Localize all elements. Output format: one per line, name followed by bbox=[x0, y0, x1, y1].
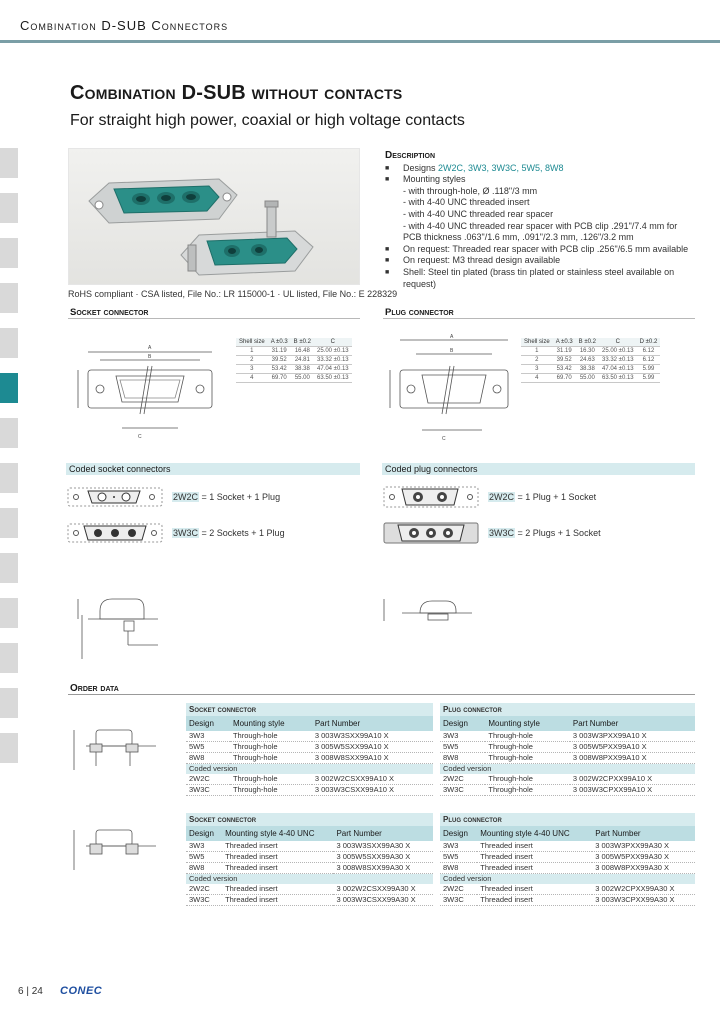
code-badge: 3W3C bbox=[489, 528, 515, 538]
table-cell: 5.99 bbox=[637, 365, 661, 374]
table-row bbox=[440, 785, 695, 796]
table-title: Plug connector bbox=[440, 813, 695, 826]
table-row bbox=[440, 852, 695, 863]
table-cell: Through-hole bbox=[230, 731, 312, 742]
table-title-row bbox=[186, 703, 433, 716]
table-cell: 5W5 bbox=[186, 852, 222, 863]
table-cell: 4 bbox=[521, 374, 553, 383]
code-description: = 1 Socket + 1 Plug bbox=[199, 492, 281, 502]
side-tab[interactable] bbox=[0, 328, 18, 358]
header-title: Combination D-SUB Connectors bbox=[20, 18, 229, 33]
designs-prefix: Designs bbox=[403, 162, 439, 173]
table-title-row bbox=[186, 813, 433, 826]
part-number: 3 003W3CPXX99A10 X bbox=[570, 785, 695, 796]
part-number: 3 002W2CSXX99A10 X bbox=[312, 774, 433, 785]
part-number: 3 005W5PXX99A10 X bbox=[570, 742, 695, 753]
code-description: = 2 Plugs + 1 Socket bbox=[515, 528, 601, 538]
table-cell: 31.19 bbox=[268, 347, 291, 356]
part-number: 3 008W8PXX99A10 X bbox=[570, 753, 695, 764]
table-cell: 2 bbox=[236, 356, 268, 365]
table-cell: Through-hole bbox=[485, 774, 570, 785]
svg-text:B: B bbox=[148, 354, 152, 360]
divider bbox=[68, 694, 695, 695]
table-cell: 2W2C bbox=[440, 774, 485, 785]
table-cell: Through-hole bbox=[485, 742, 570, 753]
header-cell: Mounting style bbox=[230, 716, 312, 731]
table-cell: Through-hole bbox=[230, 742, 312, 753]
bullet-icon: ■ bbox=[385, 164, 390, 172]
table-row bbox=[521, 374, 660, 383]
bullet-icon: ■ bbox=[385, 245, 390, 253]
table-cell: 4 bbox=[236, 374, 268, 383]
order-table-plug-through-hole bbox=[440, 703, 695, 796]
part-number: 3 005W5PXX99A30 X bbox=[592, 852, 695, 863]
socket-side-profile-drawing bbox=[66, 585, 176, 665]
table-cell: 33.32 ±0.13 bbox=[314, 356, 352, 365]
table-cell: 16.30 bbox=[576, 347, 599, 356]
bullet-icon: ■ bbox=[385, 268, 390, 276]
side-tab[interactable] bbox=[0, 508, 18, 538]
table-cell: Threaded insert bbox=[222, 841, 333, 852]
header-cell: B ±0.2 bbox=[576, 338, 599, 347]
side-tabs bbox=[0, 148, 18, 778]
table-title: Plug connector bbox=[440, 703, 695, 716]
svg-text:B: B bbox=[450, 348, 454, 354]
part-number: 3 008W8PXX99A30 X bbox=[592, 863, 695, 874]
table-cell: Threaded insert bbox=[477, 895, 592, 906]
header-cell: D ±0.2 bbox=[637, 338, 661, 347]
coded-socket-heading: Coded socket connectors bbox=[66, 463, 360, 475]
table-row bbox=[186, 895, 433, 906]
page-subtitle: For straight high power, coaxial or high voltage contacts bbox=[70, 112, 465, 129]
table-cell: 47.04 ±0.13 bbox=[314, 365, 352, 374]
table-header-row bbox=[186, 716, 433, 731]
table-cell: 69.70 bbox=[553, 374, 576, 383]
code-description: = 2 Sockets + 1 Plug bbox=[199, 528, 285, 538]
code-badge: 3W3C bbox=[173, 528, 199, 538]
table-row bbox=[186, 753, 433, 764]
table-row bbox=[186, 863, 433, 874]
order-table-socket-threaded bbox=[186, 813, 433, 906]
divider bbox=[383, 318, 695, 319]
header-cell: Shell size bbox=[236, 338, 268, 347]
svg-text:A: A bbox=[148, 345, 152, 351]
coded-version-label: Coded version bbox=[440, 764, 695, 775]
side-tab[interactable] bbox=[0, 733, 18, 763]
table-title-row bbox=[440, 703, 695, 716]
designs-row bbox=[385, 163, 695, 175]
table-row bbox=[186, 841, 433, 852]
table-row bbox=[186, 774, 433, 785]
bullet-text: On request: Threaded rear spacer with PCB clip .256"/6.5 mm available bbox=[403, 243, 689, 254]
order-data-heading: Order data bbox=[70, 683, 119, 694]
side-tab[interactable] bbox=[0, 598, 18, 628]
table-cell: 16.48 bbox=[291, 347, 314, 356]
table-cell: 24.81 bbox=[291, 356, 314, 365]
code-badge: 2W2C bbox=[173, 492, 199, 502]
bullet-text: On request: M3 thread design available bbox=[403, 255, 561, 266]
divider bbox=[68, 318, 360, 319]
table-cell: 3W3C bbox=[186, 895, 222, 906]
part-number: 3 003W3CPXX99A30 X bbox=[592, 895, 695, 906]
part-number: 3 005W5SXX99A10 X bbox=[312, 742, 433, 753]
table-row bbox=[440, 753, 695, 764]
table-cell: 3W3C bbox=[440, 785, 485, 796]
bullet-text: Shell: Steel tin plated (brass tin plated or stainless steel available on request) bbox=[403, 266, 675, 289]
table-cell: 2 bbox=[521, 356, 553, 365]
part-number: 3 005W5SXX99A30 X bbox=[333, 852, 433, 863]
coded-version-label: Coded version bbox=[186, 874, 433, 885]
side-tab[interactable] bbox=[0, 193, 18, 223]
table-header-row bbox=[440, 826, 695, 841]
order-table-plug-threaded bbox=[440, 813, 695, 906]
table-cell: 5W5 bbox=[186, 742, 230, 753]
table-cell: 2W2C bbox=[186, 884, 222, 895]
table-row bbox=[236, 356, 352, 365]
product-photo bbox=[68, 148, 360, 285]
bullet-icon: ■ bbox=[385, 176, 390, 184]
side-tab[interactable] bbox=[0, 688, 18, 718]
table-cell: 8W8 bbox=[186, 863, 222, 874]
table-row bbox=[440, 731, 695, 742]
side-tab[interactable] bbox=[0, 283, 18, 313]
table-row bbox=[236, 365, 352, 374]
brand-logo: CONEC bbox=[60, 985, 103, 997]
table-cell: 55.00 bbox=[576, 374, 599, 383]
table-cell: Threaded insert bbox=[477, 863, 592, 874]
table-cell: Threaded insert bbox=[477, 852, 592, 863]
table-cell: 1 bbox=[236, 347, 268, 356]
designs-value: 2W2C, 3W3, 3W3C, 5W5, 8W8 bbox=[438, 162, 564, 173]
header-cell: C bbox=[314, 338, 352, 347]
table-cell: 39.52 bbox=[553, 356, 576, 365]
header-cell: Mounting style 4-40 UNC bbox=[222, 826, 333, 841]
table-cell: 25.00 ±0.13 bbox=[314, 347, 352, 356]
coded-version-label: Coded version bbox=[186, 764, 433, 775]
side-tab[interactable] bbox=[0, 238, 18, 268]
table-row bbox=[186, 884, 433, 895]
socket-dimension-table bbox=[236, 338, 352, 383]
part-number: 3 008W8SXX99A10 X bbox=[312, 753, 433, 764]
table-subheader-row bbox=[440, 874, 695, 885]
coded-socket-3w3c-drawing bbox=[66, 521, 166, 545]
header-cell: Mounting style 4-40 UNC bbox=[477, 826, 592, 841]
svg-text:C: C bbox=[442, 436, 446, 442]
table-cell: 63.50 ±0.13 bbox=[599, 374, 637, 383]
table-cell: Through-hole bbox=[485, 785, 570, 796]
table-cell: Threaded insert bbox=[222, 863, 333, 874]
table-cell: 3W3 bbox=[440, 841, 477, 852]
table-cell: 8W8 bbox=[440, 753, 485, 764]
table-cell: 2W2C bbox=[440, 884, 477, 895]
mounting-row bbox=[385, 174, 695, 186]
side-tab[interactable] bbox=[0, 418, 18, 448]
table-cell: Threaded insert bbox=[477, 841, 592, 852]
table-title: Socket connector bbox=[186, 813, 433, 826]
table-cell: 3 bbox=[521, 365, 553, 374]
table-row bbox=[440, 863, 695, 874]
photo-caption: RoHS compliant · CSA listed, File No.: LR 115000-1 · UL listed, File No.: E 228329 bbox=[68, 289, 398, 299]
mount-item: - with 4-40 UNC threaded rear spacer bbox=[403, 208, 554, 219]
coded-plug-2w2c bbox=[488, 492, 596, 502]
table-cell: 5W5 bbox=[440, 852, 477, 863]
code-description: = 1 Plug + 1 Socket bbox=[515, 492, 597, 502]
plug-side-profile-drawing bbox=[380, 585, 490, 635]
plug-dimension-drawing bbox=[386, 330, 526, 450]
table-cell: 24.63 bbox=[576, 356, 599, 365]
part-number: 3 002W2CPXX99A30 X bbox=[592, 884, 695, 895]
coded-plug-3w3c-drawing bbox=[382, 520, 482, 546]
table-cell: 38.38 bbox=[576, 365, 599, 374]
table-row bbox=[440, 895, 695, 906]
table-cell: Threaded insert bbox=[477, 884, 592, 895]
part-number: 3 002W2CPXX99A10 X bbox=[570, 774, 695, 785]
table-cell: Through-hole bbox=[485, 731, 570, 742]
table-cell: Through-hole bbox=[485, 753, 570, 764]
table-cell: 6.12 bbox=[637, 356, 661, 365]
order-through-hole-drawing bbox=[66, 720, 182, 790]
table-cell: 8W8 bbox=[186, 753, 230, 764]
table-cell: 33.32 ±0.13 bbox=[599, 356, 637, 365]
table-cell: 31.19 bbox=[553, 347, 576, 356]
part-number: 3 008W8SXX99A30 X bbox=[333, 863, 433, 874]
table-cell: 6.12 bbox=[637, 347, 661, 356]
table-subheader-row bbox=[186, 764, 433, 775]
table-row bbox=[440, 774, 695, 785]
page-title: Combination D-SUB without contacts bbox=[70, 82, 403, 104]
table-cell: 25.00 ±0.13 bbox=[599, 347, 637, 356]
side-tab[interactable] bbox=[0, 148, 18, 178]
header-cell: Design bbox=[186, 716, 230, 731]
header-cell: Design bbox=[186, 826, 222, 841]
page-number: 6 | 24 bbox=[18, 986, 43, 997]
table-cell: Threaded insert bbox=[222, 852, 333, 863]
table-row bbox=[186, 852, 433, 863]
header-cell: A ±0.3 bbox=[553, 338, 576, 347]
code-badge: 2W2C bbox=[489, 492, 515, 502]
table-cell: 3W3 bbox=[186, 731, 230, 742]
table-cell: 3W3C bbox=[186, 785, 230, 796]
table-row bbox=[521, 356, 660, 365]
header-rule bbox=[0, 40, 720, 43]
plug-connector-heading: Plug connector bbox=[385, 307, 454, 318]
header-cell: B ±0.2 bbox=[291, 338, 314, 347]
header-cell: Design bbox=[440, 826, 477, 841]
bullet-row bbox=[385, 255, 695, 267]
table-cell: 55.00 bbox=[291, 374, 314, 383]
table-cell: 1 bbox=[521, 347, 553, 356]
table-header-row bbox=[521, 338, 660, 347]
svg-text:C: C bbox=[138, 434, 142, 440]
table-cell: 3W3 bbox=[440, 731, 485, 742]
table-cell: 53.42 bbox=[268, 365, 291, 374]
table-cell: 3W3C bbox=[440, 895, 477, 906]
table-header-row bbox=[236, 338, 352, 347]
table-cell: Threaded insert bbox=[222, 895, 333, 906]
bullet-icon: ■ bbox=[385, 257, 390, 265]
table-header-row bbox=[186, 826, 433, 841]
coded-socket-2w2c bbox=[172, 492, 280, 502]
table-row bbox=[440, 884, 695, 895]
header-cell: Design bbox=[440, 716, 485, 731]
table-header-row bbox=[440, 716, 695, 731]
coded-plug-2w2c-drawing bbox=[382, 484, 482, 510]
header-cell: Part Number bbox=[570, 716, 695, 731]
part-number: 3 003W3PXX99A10 X bbox=[570, 731, 695, 742]
table-row bbox=[521, 347, 660, 356]
header-cell: Part Number bbox=[592, 826, 695, 841]
header-cell: A ±0.3 bbox=[268, 338, 291, 347]
description bbox=[385, 150, 695, 290]
table-cell: 69.70 bbox=[268, 374, 291, 383]
table-cell: 8W8 bbox=[440, 863, 477, 874]
mounting-label: Mounting styles bbox=[403, 174, 466, 185]
table-subheader-row bbox=[186, 874, 433, 885]
table-cell: 5W5 bbox=[440, 742, 485, 753]
order-table-socket-through-hole bbox=[186, 703, 433, 796]
socket-connector-heading: Socket connector bbox=[70, 307, 149, 318]
connector-illustration bbox=[69, 149, 360, 285]
table-title-row bbox=[440, 813, 695, 826]
table-row bbox=[186, 731, 433, 742]
part-number: 3 003W3CSXX99A30 X bbox=[333, 895, 433, 906]
table-cell: 3 bbox=[236, 365, 268, 374]
table-cell: 3W3 bbox=[186, 841, 222, 852]
table-row bbox=[186, 742, 433, 753]
header-cell: Part Number bbox=[312, 716, 433, 731]
part-number: 3 003W3PXX99A30 X bbox=[592, 841, 695, 852]
side-tab-active[interactable] bbox=[0, 373, 18, 403]
table-cell: 47.04 ±0.13 bbox=[599, 365, 637, 374]
order-threaded-insert-drawing bbox=[66, 820, 182, 890]
table-subheader-row bbox=[440, 764, 695, 775]
table-row bbox=[440, 742, 695, 753]
coded-plug-heading: Coded plug connectors bbox=[382, 463, 695, 475]
header-cell: Shell size bbox=[521, 338, 553, 347]
table-cell: 5.99 bbox=[637, 374, 661, 383]
table-row bbox=[186, 785, 433, 796]
part-number: 3 003W3SXX99A30 X bbox=[333, 841, 433, 852]
mount-item: - with 4-40 UNC threaded rear spacer with PCB clip .291"/7.4 mm for bbox=[403, 220, 678, 231]
socket-dimension-drawing bbox=[70, 330, 240, 450]
table-cell: 2W2C bbox=[186, 774, 230, 785]
table-cell: Through-hole bbox=[230, 785, 312, 796]
mount-item: PCB thickness .063"/1.6 mm, .091"/2.3 mm, .126"/3.2 mm bbox=[403, 232, 634, 243]
side-tab[interactable] bbox=[0, 553, 18, 583]
bullet-row bbox=[385, 244, 695, 256]
coded-version-label: Coded version bbox=[440, 874, 695, 885]
bullet-row bbox=[385, 267, 695, 290]
table-row bbox=[236, 374, 352, 383]
coded-socket-3w3c bbox=[172, 528, 285, 538]
header-cell: Mounting style bbox=[485, 716, 570, 731]
header-cell: C bbox=[599, 338, 637, 347]
table-row bbox=[236, 347, 352, 356]
table-cell: Through-hole bbox=[230, 753, 312, 764]
table-row bbox=[521, 365, 660, 374]
svg-text:A: A bbox=[450, 334, 454, 340]
side-tab[interactable] bbox=[0, 463, 18, 493]
header-cell: Part Number bbox=[333, 826, 433, 841]
mount-item: - with through-hole, Ø .118"/3 mm bbox=[403, 185, 538, 196]
plug-dimension-table bbox=[521, 338, 660, 383]
table-cell: Threaded insert bbox=[222, 884, 333, 895]
mount-item: - with 4-40 UNC threaded insert bbox=[403, 197, 530, 208]
table-cell: Through-hole bbox=[230, 774, 312, 785]
table-cell: 53.42 bbox=[553, 365, 576, 374]
part-number: 3 002W2CSXX99A30 X bbox=[333, 884, 433, 895]
coded-socket-2w2c-drawing bbox=[66, 485, 166, 509]
part-number: 3 003W3SXX99A10 X bbox=[312, 731, 433, 742]
part-number: 3 003W3CSXX99A10 X bbox=[312, 785, 433, 796]
table-cell: 63.50 ±0.13 bbox=[314, 374, 352, 383]
coded-plug-3w3c bbox=[488, 528, 601, 538]
table-row bbox=[440, 841, 695, 852]
table-cell: 39.52 bbox=[268, 356, 291, 365]
side-tab[interactable] bbox=[0, 643, 18, 673]
description-heading: Description bbox=[385, 150, 436, 161]
table-cell: 38.38 bbox=[291, 365, 314, 374]
table-title: Socket connector bbox=[186, 703, 433, 716]
